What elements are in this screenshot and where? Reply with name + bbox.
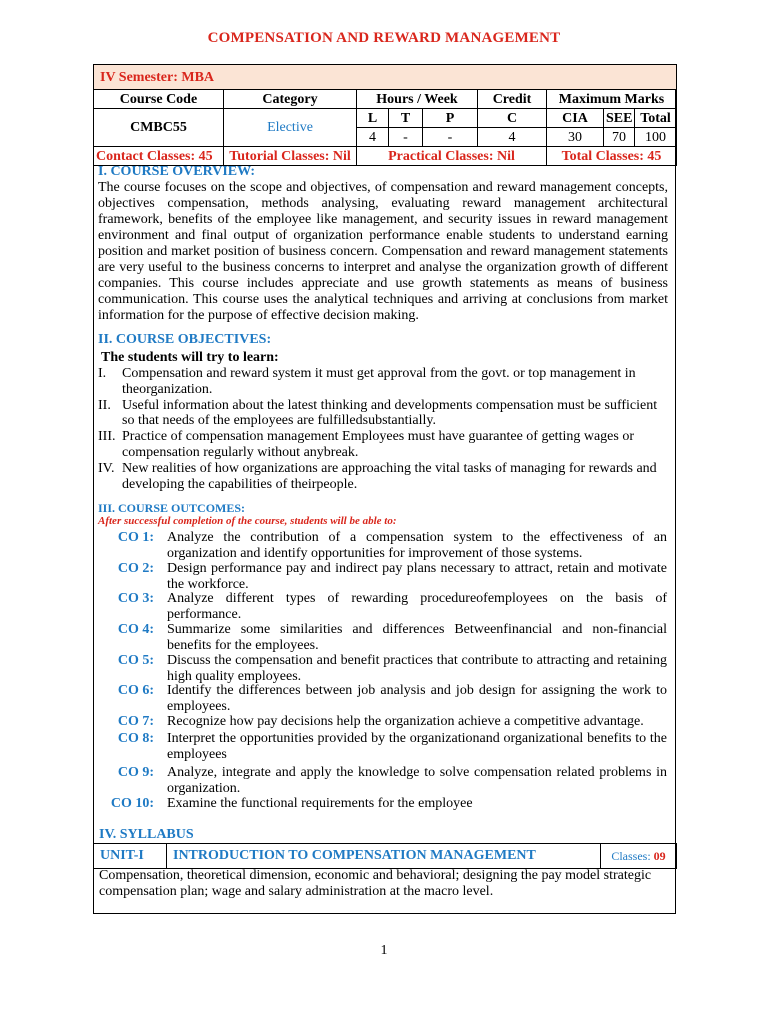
outcome-label: CO 1: (117, 530, 154, 545)
total-label: Total (635, 109, 677, 128)
course-outcomes-section (98, 501, 668, 528)
page-number: 1 (380, 943, 388, 958)
outcome-text: Identify the differences between job analysis and job design for assigning the work to employees. (167, 683, 667, 714)
credit-c-label: C (478, 109, 547, 128)
outcome-text: Interpret the opportunities provided by the organizationand organizational benefits to the employees (167, 731, 667, 762)
objective-item (98, 366, 668, 398)
total-value: 100 (635, 128, 677, 147)
course-objectives-heading: II. COURSE OBJECTIVES: (98, 332, 272, 347)
outcome-label: CO 5: (117, 653, 154, 668)
unit-content: Compensation, theoretical dimension, economic and behavioral; designing the pay model strategic compensation plan; wage and salary administration at the macro level. (99, 868, 652, 899)
outcome-text: Analyze, integrate and apply the knowledge to solve compensation related problems in organization. (167, 765, 667, 796)
outcome-text: Recognize how pay decisions help the organization achieve a competitive advantage. (167, 714, 644, 729)
outcome-label: CO 7: (117, 714, 154, 729)
course-code-label: Course Code (94, 90, 224, 109)
course-overview-section (98, 164, 668, 324)
objective-text: New realities of how organizations are approaching the vital tasks of managing for rewards and developing the capabilities of theirpeople. (122, 460, 657, 492)
credit-label: Credit (478, 90, 547, 109)
objective-text: Compensation and reward system it must get approval from the govt. or top management in theorganization. (122, 366, 636, 397)
objectives-intro: The students will try to learn: (101, 350, 279, 365)
syllabus-heading: IV. SYLLABUS (99, 827, 194, 842)
objective-item (98, 429, 668, 461)
document-title: COMPENSATION AND REWARD MANAGEMENT (207, 30, 561, 46)
course-objectives-section (98, 332, 668, 492)
course-header-table (93, 64, 677, 166)
unit-header-table (93, 843, 677, 869)
cia-label: CIA (547, 109, 604, 128)
course-overview-text: The course focuses on the scope and objectives, of compensation and reward management concepts, objectives compensation, methods analysing, evaluating reward management architectural framework, benefits of the employee like management, and security issues in reward management environment and final output of organization performance enable students to understand earning position and market position of business concern. Compensation and reward management statements are very useful to the business concerns to interpret and analyse the organization growth of different companies. This course includes appreciate and use growth statements as means of business communication. This course uses the analytical techniques and arriving at conclusions from market information for the purpose of effective decision making. (98, 180, 668, 323)
objective-text: Practice of compensation management Employees must have guarantee of getting wages or compensation regularly without anybreak. (122, 429, 634, 460)
tutorial-value: - (389, 128, 423, 147)
semester-label: IV Semester: MBA (94, 65, 677, 90)
hours-week-label: Hours / Week (357, 90, 478, 109)
practical-label: P (423, 109, 478, 128)
practical-classes: Practical Classes: Nil (357, 147, 547, 166)
outcome-text: Summarize some similarities and differences Betweenfinancial and non-financial benefits for the employees. (167, 622, 667, 653)
objective-number: IV. (98, 460, 115, 476)
objective-item (98, 398, 668, 430)
cia-value: 30 (547, 128, 604, 147)
outcome-text: Design performance pay and indirect pay plans necessary to attract, retain and motivate the workforce. (167, 561, 667, 592)
outcome-text: Analyze different types of rewarding procedureofemployees on the basis of performance. (167, 591, 667, 622)
course-overview-heading: I. COURSE OVERVIEW: (98, 164, 256, 179)
lecture-value: 4 (357, 128, 389, 147)
tutorial-label: T (389, 109, 423, 128)
unit-title: INTRODUCTION TO COMPENSATION MANAGEMENT (167, 844, 601, 869)
maximum-marks-label: Maximum Marks (547, 90, 677, 109)
unit-label: UNIT-I (94, 844, 167, 869)
outcome-label: CO 3: (117, 591, 154, 606)
objective-number: II. (98, 397, 111, 413)
outcome-label: CO 8: (117, 731, 154, 746)
course-outcomes-heading: III. COURSE OUTCOMES: (98, 501, 246, 515)
classes-label: Classes: (611, 848, 651, 863)
unit-classes (601, 844, 677, 869)
objective-number: III. (98, 429, 116, 445)
objective-text: Useful information about the latest thinking and developments compensation must be sufficient so that needs of the employees are fulfilledsubstantially. (122, 397, 658, 429)
objective-number: I. (98, 366, 107, 381)
classes-value: 09 (653, 848, 666, 863)
see-label: SEE (604, 109, 635, 128)
total-classes: Total Classes: 45 (547, 147, 677, 166)
outcome-label: CO 4: (117, 622, 154, 637)
objectives-list (98, 366, 668, 492)
course-code: CMBC55 (94, 109, 224, 147)
outcome-label: CO 6: (117, 683, 154, 698)
lecture-label: L (357, 109, 389, 128)
outcome-label: CO 10: (110, 796, 154, 811)
tutorial-classes: Tutorial Classes: Nil (224, 147, 357, 166)
outcome-label: CO 2: (117, 561, 154, 576)
credit-value: 4 (478, 128, 547, 147)
outcome-text: Discuss the compensation and benefit practices that contribute to attracting and retaining high quality employees. (167, 653, 667, 684)
see-value: 70 (604, 128, 635, 147)
category-value: Elective (224, 109, 357, 147)
practical-value: - (423, 128, 478, 147)
outcome-text: Examine the functional requirements for the employee (167, 796, 473, 811)
outcome-text: Analyze the contribution of a compensation system to the effectiveness of an organization and identify opportunities for improvement of those systems. (167, 530, 667, 561)
objective-item (98, 461, 668, 493)
outcomes-intro: After successful completion of the course, students will be able to: (98, 515, 397, 527)
category-label: Category (224, 90, 357, 109)
contact-classes: Contact Classes: 45 (94, 147, 224, 166)
outcome-label: CO 9: (117, 765, 154, 780)
